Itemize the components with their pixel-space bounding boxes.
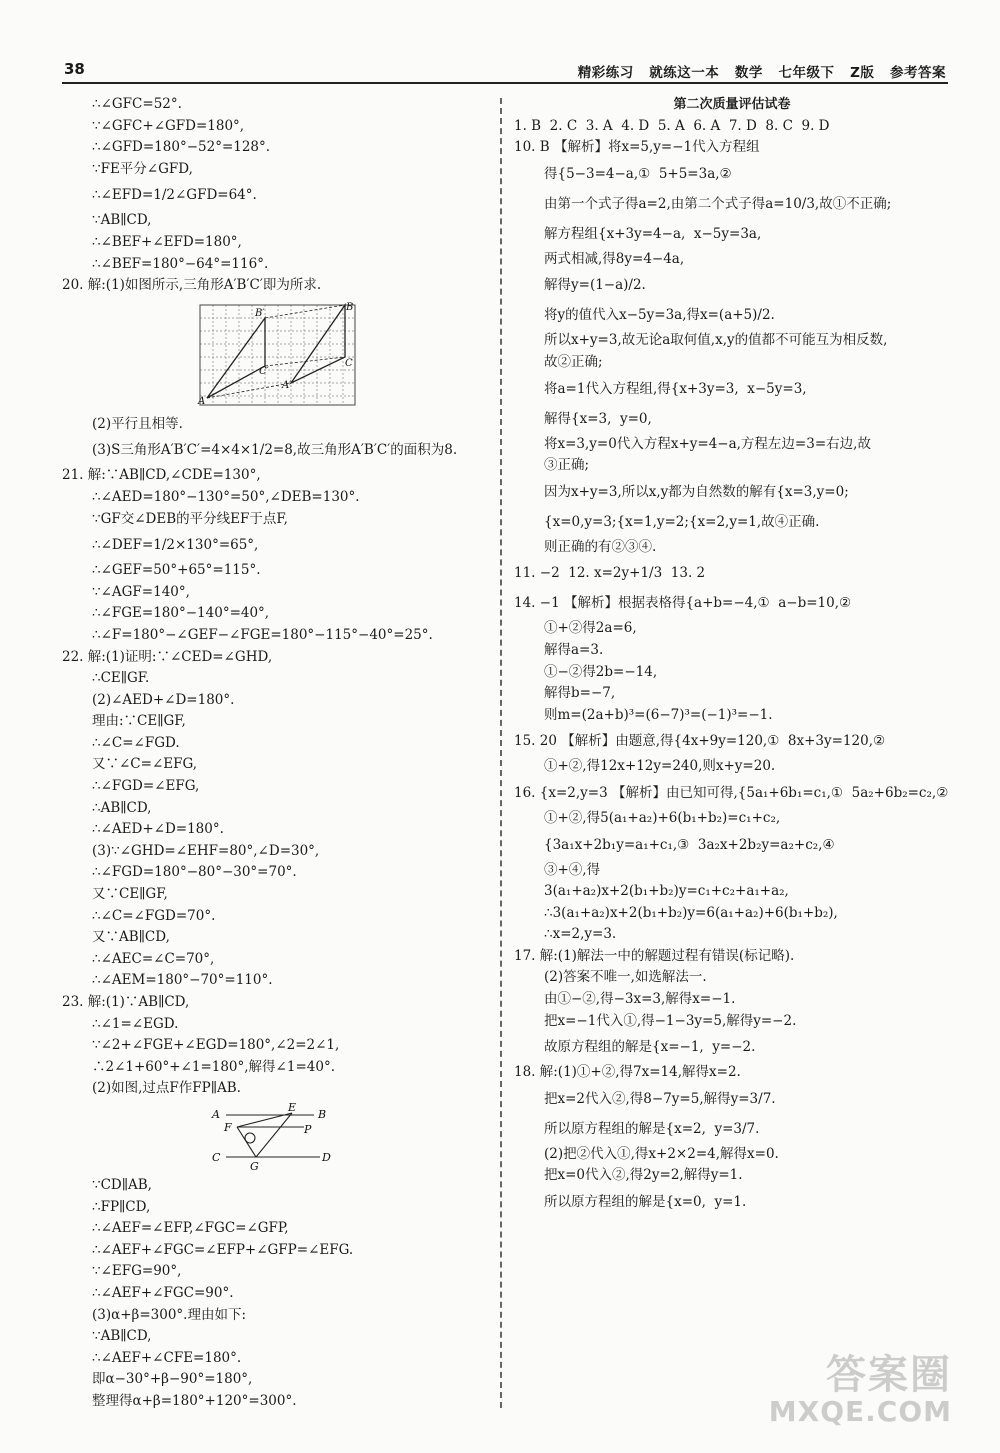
fig1-label: B′ [255,307,265,319]
text-line: 22. 解:(1)证明:∵∠CED=∠GHD, [62,648,273,665]
text-line: 16. {x=2,y=3 【解析】由已知可得,{5a₁+6b₁=c₁,① 5a₂+6b₂=c₂,② [514,784,949,801]
text-line: 把x=0代入②,得2y=2,解得y=1. [544,1167,743,1184]
text-line: (2)平行且相等. [92,415,183,432]
text-line: ∵∠2+∠FGE+∠EGD=180°,∠2=2∠1, [92,1037,340,1054]
text-line: ∴∠GFD=180°−52°=128°. [92,139,271,156]
fig1-label: C [345,357,353,369]
text-line: (3)S三角形A′B′C′=4×4×1/2=8,故三角形A′B′C′的面积为8. [92,442,458,459]
text-line: ①+②,得12x+12y=240,则x+y=20. [544,758,776,775]
text-line: {x=0,y=3;{x=1,y=2;{x=2,y=1,故④正确. [544,513,820,530]
text-line: ∴∠AED=180°−130°=50°,∠DEB=130°. [92,488,360,505]
text-line: ∵∠GFC+∠GFD=180°, [92,117,245,134]
fig2-label: F [224,1120,232,1134]
text-line: ∴3(a₁+a₂)x+2(b₁+b₂)y=6(a₁+a₂)+6(b₁+b₂), [544,904,838,921]
text-line: 14. −1 【解析】根据表格得{a+b=−4,① a−b=10,② [514,595,852,612]
text-line: ∴∠C=∠FGD=70°. [92,907,216,924]
text-line: 解得b=−7, [544,685,616,702]
text-line: ∴∠AEF=∠EFP,∠FGC=∠GFP, [92,1220,289,1237]
text-line: ∴CE∥GF. [92,670,150,687]
fig1-label: A [198,395,206,407]
text-line: ∴∠BEF=180°−64°=116°. [92,255,269,272]
text-line: 理由:∵CE∥GF, [92,713,186,730]
text-line: 解得{x=3, y=0, [544,410,652,427]
text-line: 所以原方程组的解是{x=2, y=3/7. [544,1120,760,1137]
text-line: ∵AB∥CD, [92,1328,152,1345]
fig2-label: G [250,1159,259,1171]
text-line: {3a₁x+2b₁y=a₁+c₁,③ 3a₂x+2b₂y=a₂+c₂,④ [544,836,835,853]
fig2-label: E [288,1102,297,1114]
text-line: 解得y=(1−a)/2. [544,277,646,294]
text-line: ∴∠BEF+∠EFD=180°, [92,233,242,250]
text-line: ∴∠C=∠FGD. [92,734,180,751]
text-line: 故②正确; [544,353,603,370]
text-line: (2)把②代入①,得x+2×2=4,解得x=0. [544,1145,779,1162]
text-line: ∴∠F=180°−∠GEF−∠FGE=180°−115°−40°=25°. [92,626,433,643]
text-line: 把x=2代入②,得8−7y=5,解得y=3/7. [544,1090,776,1107]
watermark-text: 答案圈 [826,1352,952,1398]
text-line: ①+②得2a=6, [544,620,637,637]
watermark-url: MXQE.COM [768,1395,952,1428]
text-line: 将a=1代入方程组,得{x+3y=3, x−5y=3, [544,380,807,397]
header-title: 精彩练习 就练这一本 数学 七年级下 Z版 参考答案 [577,65,946,81]
text-line: ∵FE平分∠GFD, [92,160,193,177]
text-line: ∵CD∥AB, [92,1176,152,1193]
text-line: 又∵AB∥CD, [92,929,170,946]
fig1-label: A′ [282,379,292,391]
text-line: ∴∠AEF+∠CFE=180°. [92,1349,242,1366]
text-line: 解得a=3. [544,641,604,658]
text-line: ∴∠GFC=52°. [92,96,182,112]
text-line: 3(a₁+a₂)x+2(b₁+b₂)y=c₁+c₂+a₁+a₂, [544,883,789,900]
text-line: 得{5−3=4−a,① 5+5=3a,② [544,165,732,182]
left-column [62,94,487,1413]
text-line: ∵AB∥CD, [92,212,152,229]
text-line: ∴∠AED+∠D=180°. [92,821,224,838]
right-column [514,94,950,1217]
text-line: 把x=−1代入①,得−1−3y=5,解得y=−2. [544,1012,797,1029]
text-line: (2)∠AED+∠D=180°. [92,691,235,708]
text-line: (3)α+β=300°.理由如下: [92,1306,247,1323]
text-line: 两式相减,得8y=4−4a, [544,250,685,267]
text-line: (2)如图,过点F作FP∥AB. [92,1080,241,1097]
text-line: 10. B 【解析】将x=5,y=−1代入方程组 [514,139,760,156]
text-line: 即α−30°+β−90°=180°, [92,1371,253,1388]
text-line: ③正确; [544,457,590,474]
text-line: 20. 解:(1)如图所示,三角形A′B′C′即为所求. [62,277,322,294]
section-title: 第二次质量评估试卷 [673,97,791,112]
text-line: (3)∵∠GHD=∠EHF=80°,∠D=30°, [92,842,320,859]
text-line: ∴∠FGD=∠EFG, [92,778,200,795]
text-line: 11. −2 12. x=2y+1/3 13. 2 [514,565,706,582]
text-line: 解方程组{x+3y=4−a, x−5y=3a, [544,225,762,242]
text-line: 1. B 2. C 3. A 4. D 5. A 6. A 7. D 8. C 9. D [514,117,830,134]
text-line: ∴∠FGE=180°−140°=40°, [92,605,270,622]
text-line: 21. 解:∵AB∥CD,∠CDE=130°, [62,467,261,484]
text-line: 18. 解:(1)①+②,得7x=14,解得x=2. [514,1064,741,1081]
text-line: ∴∠FGD=180°−80°−30°=70°. [92,864,297,881]
fig2-label: B [318,1107,327,1121]
text-line: 又∵CE∥GF, [92,886,168,903]
text-line: ∴x=2,y=3. [544,926,617,943]
fig2-label: A [212,1107,220,1121]
text-line: ∴AB∥CD, [92,799,152,816]
text-line: 由第一个式子得a=2,由第二个式子得a=10/3,故①不正确; [544,195,892,212]
parallel-figure-svg [210,1103,340,1171]
text-line: 故原方程组的解是{x=−1, y=−2. [544,1039,756,1056]
fig2-label: P [304,1122,312,1136]
text-line: 将y的值代入x−5y=3a,得x=(a+5)/2. [544,307,775,324]
text-line: ∴∠AEF+∠FGC=∠EFP+∠GFP=∠EFG. [92,1241,354,1258]
text-line: ∴∠EFD=1/2∠GFD=64°. [92,187,257,204]
text-line: 将x=3,y=0代入方程x+y=4−a,方程左边=3=右边,故 [544,435,871,452]
fig2-label: C [212,1150,221,1164]
parallel-lines-figure [210,1103,487,1171]
text-line: ①−②得2b=−14, [544,663,658,680]
watermark-logo [770,1343,960,1435]
text-line: ∴FP∥CD, [92,1198,151,1215]
text-line: ∴∠AEC=∠C=70°, [92,950,215,967]
text-line: ∴2∠1+60°+∠1=180°,解得∠1=40°. [92,1058,335,1075]
fig1-label: C′ [259,365,269,377]
fig2-label: D [322,1150,331,1164]
column-divider [500,98,502,1408]
text-line: ∵∠EFG=90°, [92,1263,182,1280]
text-line: ①+②,得5(a₁+a₂)+6(b₁+b₂)=c₁+c₂, [544,809,781,826]
page-header [62,56,948,84]
text-line: (2)答案不唯一,如选解法一. [544,969,707,986]
text-line: 又∵∠C=∠EFG, [92,756,198,773]
text-line: ∵GF交∠DEB的平分线EF于点F, [92,510,288,527]
text-line: ∴∠DEF=1/2×130°=65°, [92,537,259,554]
text-line: ∴∠1=∠EGD. [92,1015,179,1032]
text-line: 23. 解:(1)∵AB∥CD, [62,994,190,1010]
text-line: 整理得α+β=180°+120°=300°. [92,1392,297,1409]
text-line: 由①−②,得−3x=3,解得x=−1. [544,991,736,1008]
fig1-label: B [346,301,354,313]
page-number: 38 [64,60,85,78]
grid-translation-figure [195,300,487,410]
text-line: ∴∠GEF=50°+65°=115°. [92,562,261,579]
text-line: 因为x+y=3,所以x,y都为自然数的解有{x=3,y=0; [544,483,849,500]
text-line: 15. 20 【解析】由题意,得{4x+9y=120,① 8x+3y=120,② [514,733,886,750]
text-line: 所以x+y=3,故无论a取何值,x,y的值都不可能互为相反数, [544,332,888,349]
text-line: ∵∠AGF=140°, [92,583,190,600]
text-line: 17. 解:(1)解法一中的解题过程有错误(标记略). [514,947,795,964]
text-line: 则正确的有②③④. [544,538,657,555]
grid-figure-svg [195,300,360,410]
text-line: ∴∠AEF+∠FGC=90°. [92,1284,234,1301]
text-line: ③+④,得 [544,861,601,878]
text-line: 所以原方程组的解是{x=0, y=1. [544,1194,747,1211]
text-line: 则m=(2a+b)³=(6−7)³=(−1)³=−1. [544,706,773,723]
text-line: ∴∠AEM=180°−70°=110°. [92,972,273,989]
